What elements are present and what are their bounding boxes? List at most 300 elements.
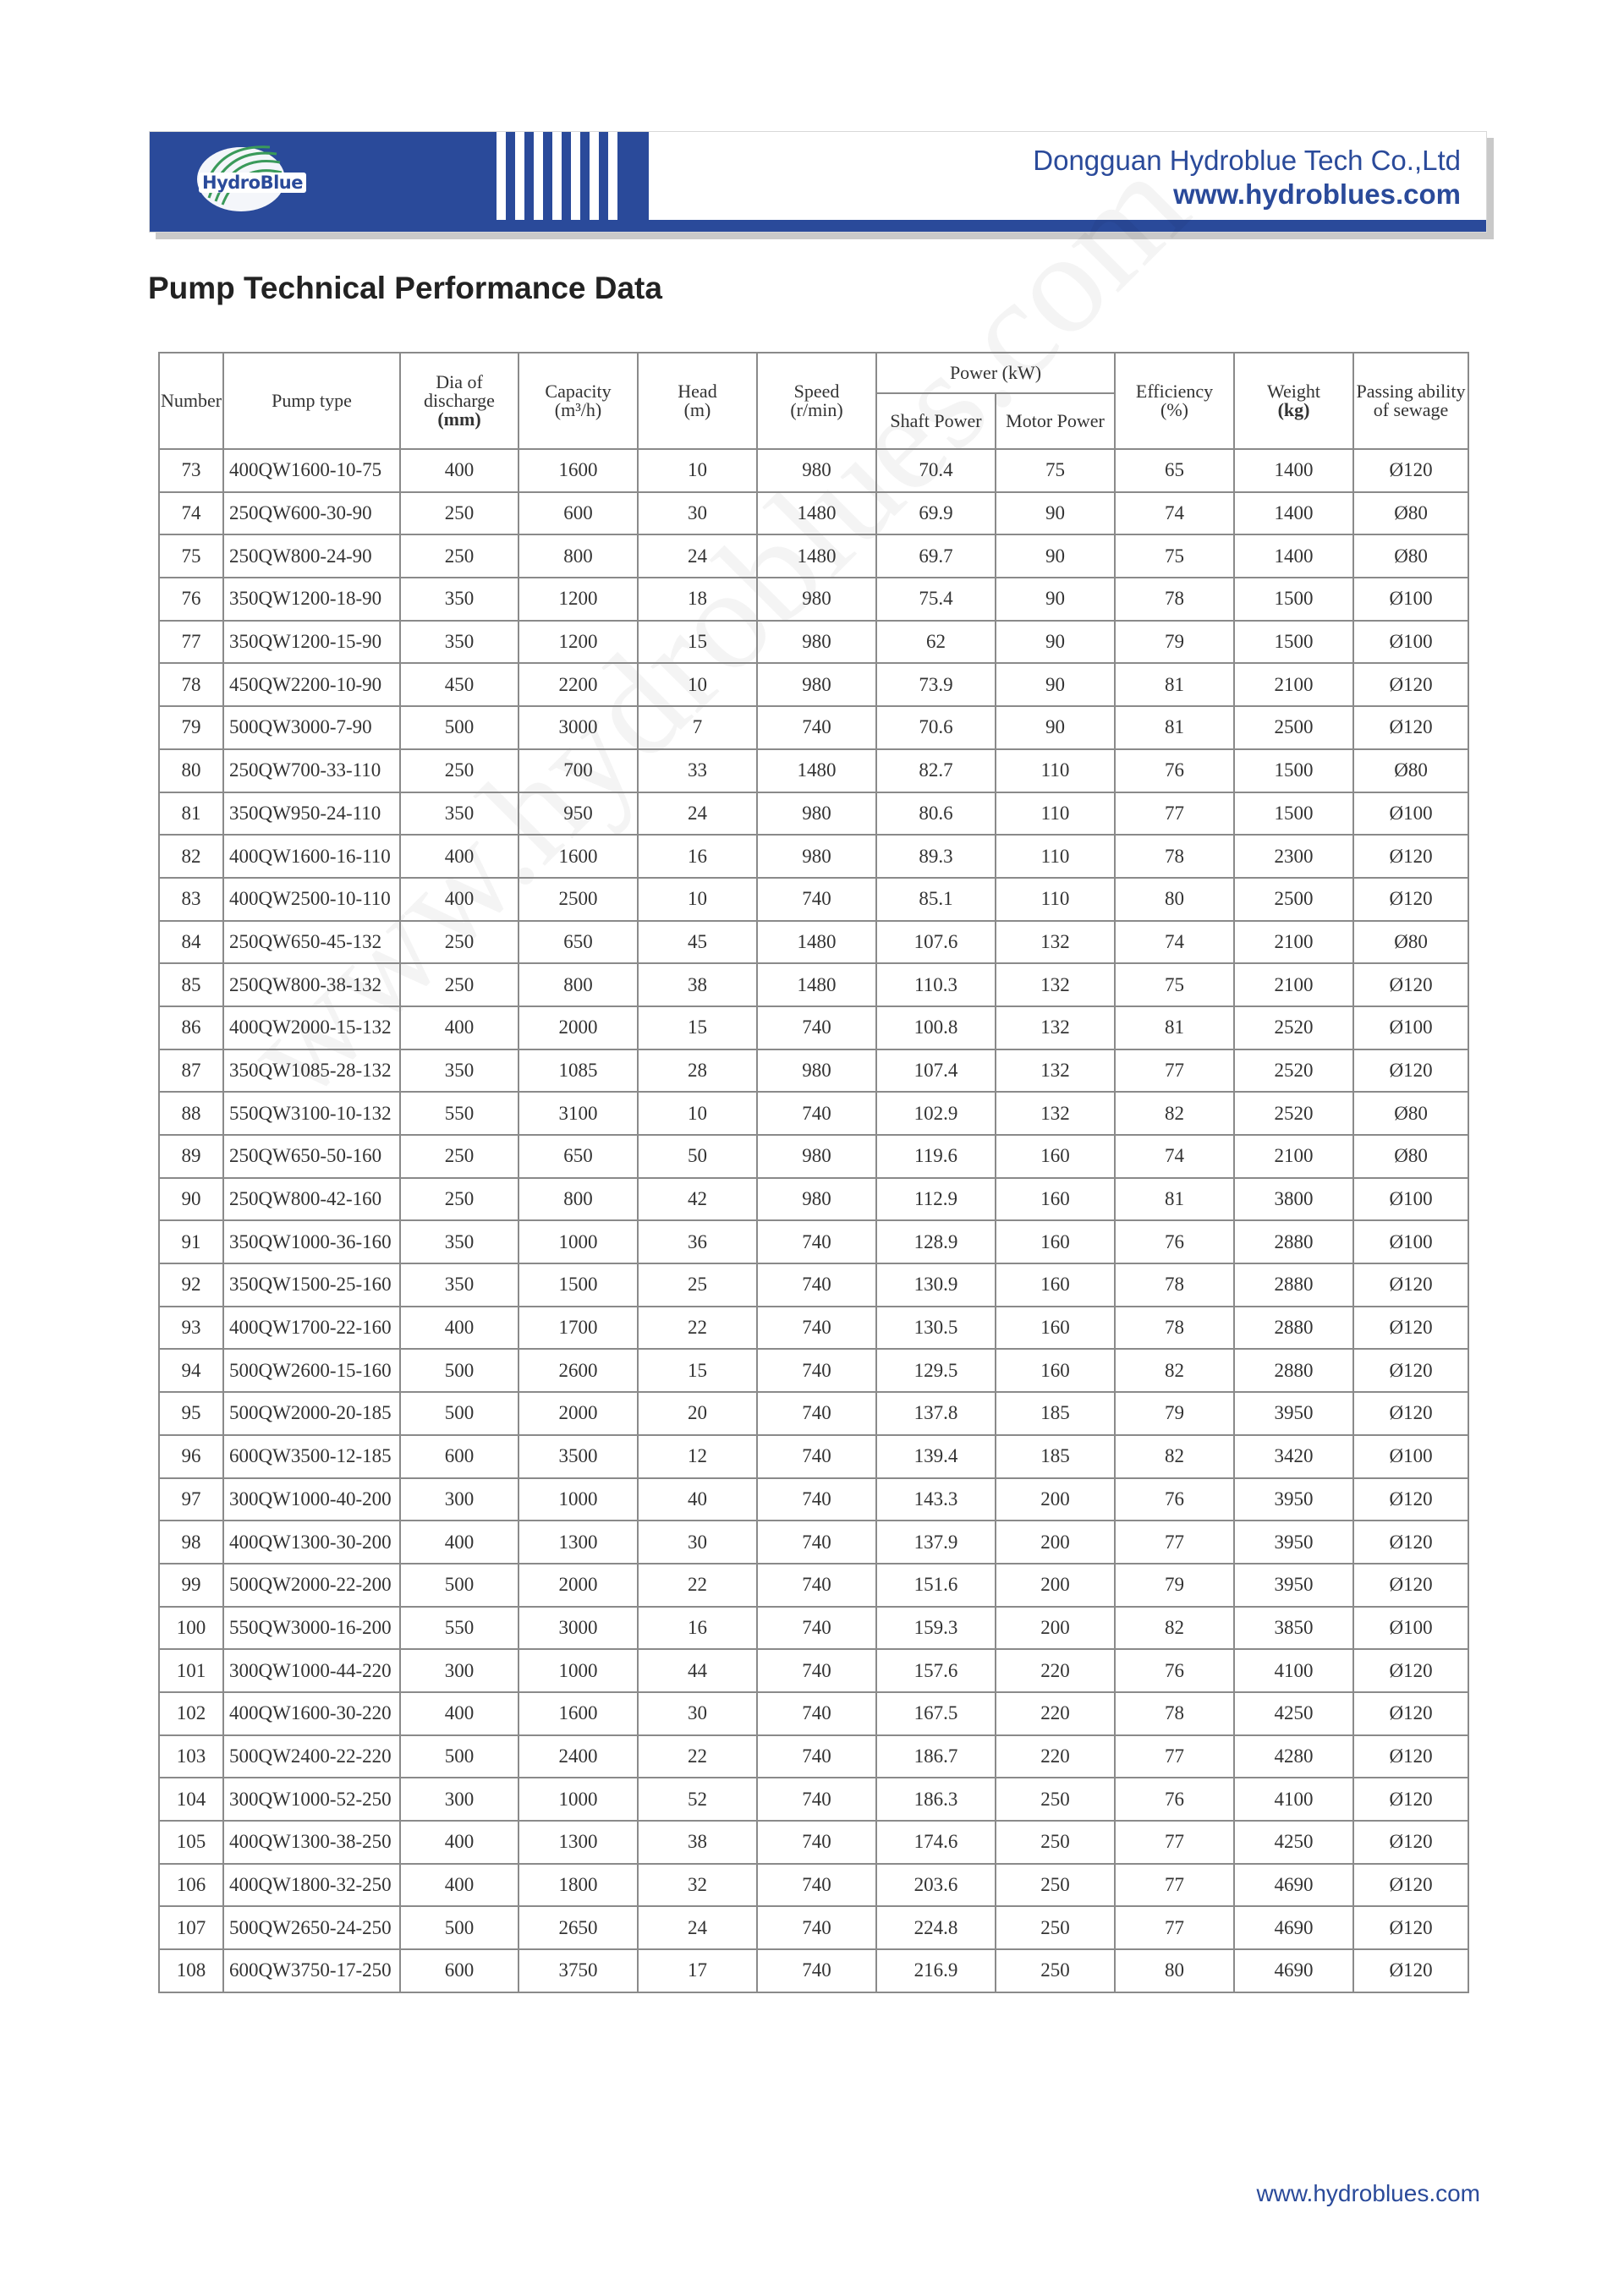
cell-pump-type: 400QW1600-30-220 (223, 1692, 400, 1735)
col-pump-type-label: Pump type (272, 390, 352, 411)
col-motor-power-header (996, 393, 1115, 449)
cell-number: 86 (159, 1006, 223, 1049)
table-row (159, 1263, 1468, 1307)
cell-capacity: 1000 (518, 1220, 638, 1263)
cell-pump-type: 350QW1000-36-160 (223, 1220, 400, 1263)
cell-passing: Ø80 (1353, 1135, 1468, 1178)
cell-shaft-power: 100.8 (876, 1006, 996, 1049)
cell-efficiency: 77 (1115, 1521, 1234, 1564)
cell-shaft-power: 128.9 (876, 1220, 996, 1263)
cell-efficiency: 74 (1115, 492, 1234, 535)
cell-speed: 740 (757, 1949, 876, 1992)
cell-number: 108 (159, 1949, 223, 1992)
cell-head: 15 (638, 621, 757, 664)
cell-capacity: 1000 (518, 1778, 638, 1821)
cell-motor-power: 185 (996, 1392, 1115, 1435)
cell-pump-type: 400QW1300-38-250 (223, 1821, 400, 1864)
cell-passing: Ø120 (1353, 1649, 1468, 1692)
cell-efficiency: 74 (1115, 921, 1234, 964)
cell-head: 30 (638, 1692, 757, 1735)
cell-weight: 4690 (1234, 1864, 1353, 1907)
cell-motor-power: 132 (996, 963, 1115, 1006)
cell-shaft-power: 186.7 (876, 1735, 996, 1778)
cell-weight: 3850 (1234, 1607, 1353, 1650)
col-dia-unit: (mm) (437, 408, 481, 430)
cell-speed: 740 (757, 1864, 876, 1907)
cell-number: 100 (159, 1607, 223, 1650)
cell-head: 24 (638, 792, 757, 836)
cell-number: 74 (159, 492, 223, 535)
col-head-unit: (m) (683, 399, 711, 420)
cell-capacity: 3000 (518, 706, 638, 749)
cell-motor-power: 220 (996, 1735, 1115, 1778)
cell-efficiency: 65 (1115, 449, 1234, 492)
cell-passing: Ø120 (1353, 1564, 1468, 1607)
cell-motor-power: 110 (996, 792, 1115, 836)
cell-capacity: 1800 (518, 1864, 638, 1907)
cell-head: 52 (638, 1778, 757, 1821)
cell-pump-type: 550QW3100-10-132 (223, 1092, 400, 1135)
cell-speed: 740 (757, 1821, 876, 1864)
col-speed-unit: (r/min) (790, 399, 843, 420)
banner-stripe (515, 132, 524, 222)
table-row (159, 1949, 1468, 1992)
cell-passing: Ø100 (1353, 1435, 1468, 1478)
cell-pump-type: 350QW1085-28-132 (223, 1049, 400, 1093)
cell-capacity: 1200 (518, 578, 638, 621)
cell-weight: 2520 (1234, 1049, 1353, 1093)
cell-shaft-power: 110.3 (876, 963, 996, 1006)
cell-shaft-power: 186.3 (876, 1778, 996, 1821)
company-name: Dongguan Hydroblue Tech Co.,Ltd (1033, 145, 1461, 176)
cell-shaft-power: 107.4 (876, 1049, 996, 1093)
cell-weight: 1500 (1234, 749, 1353, 792)
banner-stripe (590, 132, 599, 222)
cell-efficiency: 81 (1115, 706, 1234, 749)
cell-passing: Ø80 (1353, 492, 1468, 535)
cell-capacity: 2650 (518, 1906, 638, 1949)
cell-shaft-power: 70.6 (876, 706, 996, 749)
cell-number: 82 (159, 835, 223, 878)
cell-efficiency: 76 (1115, 1478, 1234, 1521)
cell-shaft-power: 62 (876, 621, 996, 664)
table-row (159, 792, 1468, 836)
cell-speed: 740 (757, 1263, 876, 1307)
cell-passing: Ø120 (1353, 1263, 1468, 1307)
cell-efficiency: 76 (1115, 749, 1234, 792)
cell-dia: 600 (400, 1949, 518, 1992)
cell-motor-power: 250 (996, 1864, 1115, 1907)
cell-dia: 350 (400, 621, 518, 664)
table-row (159, 921, 1468, 964)
cell-capacity: 2000 (518, 1564, 638, 1607)
cell-number: 73 (159, 449, 223, 492)
cell-shaft-power: 80.6 (876, 792, 996, 836)
cell-weight: 1500 (1234, 621, 1353, 664)
cell-shaft-power: 75.4 (876, 578, 996, 621)
table-row (159, 1435, 1468, 1478)
cell-head: 40 (638, 1478, 757, 1521)
cell-speed: 980 (757, 1049, 876, 1093)
cell-dia: 300 (400, 1778, 518, 1821)
cell-passing: Ø120 (1353, 878, 1468, 921)
cell-number: 84 (159, 921, 223, 964)
cell-speed: 740 (757, 1392, 876, 1435)
company-url-link[interactable]: www.hydroblues.com (1173, 178, 1461, 210)
cell-dia: 450 (400, 663, 518, 706)
cell-number: 107 (159, 1906, 223, 1949)
cell-head: 10 (638, 878, 757, 921)
cell-efficiency: 78 (1115, 578, 1234, 621)
cell-shaft-power: 130.5 (876, 1307, 996, 1350)
cell-efficiency: 77 (1115, 1864, 1234, 1907)
cell-motor-power: 160 (996, 1178, 1115, 1221)
cell-head: 38 (638, 963, 757, 1006)
cell-passing: Ø80 (1353, 1092, 1468, 1135)
footer-url-link[interactable]: www.hydroblues.com (1256, 2180, 1480, 2206)
cell-head: 10 (638, 449, 757, 492)
cell-shaft-power: 102.9 (876, 1092, 996, 1135)
cell-speed: 980 (757, 1135, 876, 1178)
cell-weight: 1400 (1234, 449, 1353, 492)
cell-weight: 4690 (1234, 1906, 1353, 1949)
cell-dia: 500 (400, 1349, 518, 1392)
cell-shaft-power: 157.6 (876, 1649, 996, 1692)
cell-speed: 1480 (757, 534, 876, 578)
cell-motor-power: 90 (996, 621, 1115, 664)
cell-head: 24 (638, 534, 757, 578)
cell-efficiency: 81 (1115, 1006, 1234, 1049)
company-block (1033, 144, 1461, 211)
cell-pump-type: 500QW2650-24-250 (223, 1906, 400, 1949)
cell-pump-type: 600QW3500-12-185 (223, 1435, 400, 1478)
cell-number: 106 (159, 1864, 223, 1907)
table-row (159, 835, 1468, 878)
cell-pump-type: 500QW2000-20-185 (223, 1392, 400, 1435)
cell-shaft-power: 137.9 (876, 1521, 996, 1564)
cell-motor-power: 200 (996, 1478, 1115, 1521)
cell-shaft-power: 216.9 (876, 1949, 996, 1992)
cell-weight: 4100 (1234, 1778, 1353, 1821)
cell-pump-type: 500QW3000-7-90 (223, 706, 400, 749)
cell-capacity: 1000 (518, 1649, 638, 1692)
cell-head: 18 (638, 578, 757, 621)
cell-weight: 3950 (1234, 1564, 1353, 1607)
cell-shaft-power: 159.3 (876, 1607, 996, 1650)
cell-passing: Ø120 (1353, 1307, 1468, 1350)
cell-weight: 3950 (1234, 1521, 1353, 1564)
cell-shaft-power: 69.7 (876, 534, 996, 578)
cell-pump-type: 250QW800-42-160 (223, 1178, 400, 1221)
col-number-header (159, 353, 223, 449)
cell-dia: 350 (400, 1049, 518, 1093)
cell-passing: Ø100 (1353, 1607, 1468, 1650)
cell-passing: Ø120 (1353, 1735, 1468, 1778)
banner-stripe (571, 132, 580, 222)
cell-capacity: 950 (518, 792, 638, 836)
cell-number: 90 (159, 1178, 223, 1221)
cell-weight: 4280 (1234, 1735, 1353, 1778)
cell-pump-type: 400QW2500-10-110 (223, 878, 400, 921)
cell-head: 22 (638, 1735, 757, 1778)
table-row (159, 1607, 1468, 1650)
cell-number: 81 (159, 792, 223, 836)
cell-pump-type: 250QW800-24-90 (223, 534, 400, 578)
cell-speed: 980 (757, 449, 876, 492)
cell-motor-power: 110 (996, 749, 1115, 792)
table-row (159, 1307, 1468, 1350)
col-weight-unit: (kg) (1277, 399, 1310, 420)
cell-passing: Ø120 (1353, 1906, 1468, 1949)
cell-efficiency: 82 (1115, 1607, 1234, 1650)
cell-number: 85 (159, 963, 223, 1006)
cell-dia: 500 (400, 1735, 518, 1778)
cell-number: 76 (159, 578, 223, 621)
cell-dia: 500 (400, 706, 518, 749)
cell-number: 96 (159, 1435, 223, 1478)
banner-stripe (534, 132, 543, 222)
banner-brand-panel (150, 132, 649, 222)
table-row (159, 749, 1468, 792)
cell-shaft-power: 143.3 (876, 1478, 996, 1521)
cell-head: 16 (638, 1607, 757, 1650)
cell-efficiency: 79 (1115, 1564, 1234, 1607)
cell-number: 89 (159, 1135, 223, 1178)
cell-shaft-power: 85.1 (876, 878, 996, 921)
cell-speed: 740 (757, 1778, 876, 1821)
performance-table (158, 352, 1469, 1993)
cell-capacity: 1000 (518, 1478, 638, 1521)
table-row (159, 1006, 1468, 1049)
cell-pump-type: 300QW1000-40-200 (223, 1478, 400, 1521)
cell-capacity: 1200 (518, 621, 638, 664)
cell-passing: Ø120 (1353, 1521, 1468, 1564)
col-passing-label-1: Passing ability (1356, 381, 1466, 402)
cell-capacity: 700 (518, 749, 638, 792)
cell-dia: 350 (400, 578, 518, 621)
cell-motor-power: 220 (996, 1649, 1115, 1692)
cell-speed: 980 (757, 1178, 876, 1221)
table-row (159, 1220, 1468, 1263)
cell-number: 102 (159, 1692, 223, 1735)
cell-motor-power: 90 (996, 534, 1115, 578)
cell-speed: 740 (757, 706, 876, 749)
col-capacity-label: Capacity (545, 381, 612, 402)
cell-efficiency: 74 (1115, 1135, 1234, 1178)
col-number-label: Number (160, 390, 222, 411)
table-row (159, 621, 1468, 664)
cell-efficiency: 80 (1115, 878, 1234, 921)
table-row (159, 1692, 1468, 1735)
cell-number: 99 (159, 1564, 223, 1607)
cell-passing: Ø100 (1353, 1006, 1468, 1049)
col-pump-type-header (223, 353, 400, 449)
cell-passing: Ø120 (1353, 1392, 1468, 1435)
cell-motor-power: 90 (996, 578, 1115, 621)
cell-weight: 2880 (1234, 1220, 1353, 1263)
cell-weight: 4250 (1234, 1692, 1353, 1735)
col-shaft-power-label: Shaft Power (890, 410, 982, 431)
col-speed-header (757, 353, 876, 449)
cell-passing: Ø80 (1353, 749, 1468, 792)
banner-stripe (552, 132, 562, 222)
cell-head: 22 (638, 1307, 757, 1350)
cell-motor-power: 250 (996, 1906, 1115, 1949)
cell-passing: Ø120 (1353, 1692, 1468, 1735)
col-weight-label: Weight (1267, 381, 1321, 402)
cell-head: 22 (638, 1564, 757, 1607)
cell-head: 20 (638, 1392, 757, 1435)
cell-head: 32 (638, 1864, 757, 1907)
cell-number: 92 (159, 1263, 223, 1307)
cell-head: 42 (638, 1178, 757, 1221)
cell-speed: 980 (757, 621, 876, 664)
table-row (159, 1478, 1468, 1521)
cell-head: 12 (638, 1435, 757, 1478)
cell-weight: 2100 (1234, 663, 1353, 706)
cell-efficiency: 82 (1115, 1092, 1234, 1135)
cell-speed: 740 (757, 1092, 876, 1135)
cell-number: 88 (159, 1092, 223, 1135)
col-dia-label-1: Dia of (436, 371, 483, 392)
cell-shaft-power: 89.3 (876, 835, 996, 878)
cell-motor-power: 90 (996, 663, 1115, 706)
cell-pump-type: 250QW650-50-160 (223, 1135, 400, 1178)
col-power-group-header (876, 353, 1115, 393)
cell-shaft-power: 167.5 (876, 1692, 996, 1735)
table-row (159, 1864, 1468, 1907)
cell-shaft-power: 82.7 (876, 749, 996, 792)
cell-passing: Ø120 (1353, 449, 1468, 492)
cell-motor-power: 220 (996, 1692, 1115, 1735)
cell-capacity: 1600 (518, 449, 638, 492)
cell-number: 98 (159, 1521, 223, 1564)
cell-number: 80 (159, 749, 223, 792)
cell-weight: 3420 (1234, 1435, 1353, 1478)
cell-capacity: 3100 (518, 1092, 638, 1135)
cell-pump-type: 350QW1500-25-160 (223, 1263, 400, 1307)
cell-dia: 400 (400, 1864, 518, 1907)
cell-pump-type: 400QW2000-15-132 (223, 1006, 400, 1049)
cell-number: 83 (159, 878, 223, 921)
cell-passing: Ø100 (1353, 1220, 1468, 1263)
cell-capacity: 1300 (518, 1521, 638, 1564)
cell-weight: 2880 (1234, 1307, 1353, 1350)
banner-stripe (608, 132, 617, 222)
cell-shaft-power: 130.9 (876, 1263, 996, 1307)
cell-passing: Ø120 (1353, 706, 1468, 749)
cell-passing: Ø100 (1353, 1178, 1468, 1221)
col-passing-header (1353, 353, 1468, 449)
cell-number: 94 (159, 1349, 223, 1392)
col-passing-label-2: of sewage (1373, 399, 1449, 420)
cell-motor-power: 160 (996, 1307, 1115, 1350)
col-shaft-power-header (876, 393, 996, 449)
cell-head: 25 (638, 1263, 757, 1307)
cell-dia: 250 (400, 749, 518, 792)
cell-weight: 2880 (1234, 1349, 1353, 1392)
cell-pump-type: 300QW1000-52-250 (223, 1778, 400, 1821)
cell-passing: Ø120 (1353, 1949, 1468, 1992)
table-row (159, 1349, 1468, 1392)
cell-speed: 740 (757, 1607, 876, 1650)
cell-weight: 2100 (1234, 963, 1353, 1006)
cell-shaft-power: 69.9 (876, 492, 996, 535)
cell-motor-power: 75 (996, 449, 1115, 492)
cell-passing: Ø120 (1353, 1821, 1468, 1864)
header-banner (149, 131, 1487, 233)
cell-weight: 2880 (1234, 1263, 1353, 1307)
cell-dia: 400 (400, 1821, 518, 1864)
cell-passing: Ø120 (1353, 963, 1468, 1006)
cell-shaft-power: 174.6 (876, 1821, 996, 1864)
cell-capacity: 1500 (518, 1263, 638, 1307)
cell-speed: 1480 (757, 963, 876, 1006)
cell-pump-type: 250QW600-30-90 (223, 492, 400, 535)
cell-passing: Ø100 (1353, 578, 1468, 621)
cell-dia: 400 (400, 1307, 518, 1350)
table-row (159, 1092, 1468, 1135)
col-dia-label-2: discharge (424, 390, 495, 411)
cell-capacity: 2400 (518, 1735, 638, 1778)
cell-efficiency: 78 (1115, 1692, 1234, 1735)
cell-shaft-power: 73.9 (876, 663, 996, 706)
cell-head: 30 (638, 1521, 757, 1564)
cell-pump-type: 250QW650-45-132 (223, 921, 400, 964)
cell-efficiency: 81 (1115, 1178, 1234, 1221)
cell-motor-power: 132 (996, 1049, 1115, 1093)
cell-capacity: 650 (518, 921, 638, 964)
cell-number: 104 (159, 1778, 223, 1821)
cell-capacity: 800 (518, 534, 638, 578)
cell-dia: 300 (400, 1649, 518, 1692)
cell-shaft-power: 203.6 (876, 1864, 996, 1907)
cell-passing: Ø100 (1353, 792, 1468, 836)
table-row (159, 578, 1468, 621)
cell-number: 101 (159, 1649, 223, 1692)
table-row (159, 663, 1468, 706)
cell-capacity: 800 (518, 1178, 638, 1221)
cell-dia: 250 (400, 963, 518, 1006)
cell-number: 97 (159, 1478, 223, 1521)
cell-pump-type: 400QW1600-10-75 (223, 449, 400, 492)
cell-speed: 740 (757, 1435, 876, 1478)
cell-dia: 250 (400, 1178, 518, 1221)
cell-weight: 3950 (1234, 1478, 1353, 1521)
cell-pump-type: 400QW1700-22-160 (223, 1307, 400, 1350)
cell-weight: 2500 (1234, 878, 1353, 921)
cell-pump-type: 250QW700-33-110 (223, 749, 400, 792)
cell-passing: Ø80 (1353, 921, 1468, 964)
table-row (159, 449, 1468, 492)
cell-shaft-power: 224.8 (876, 1906, 996, 1949)
table-row (159, 534, 1468, 578)
cell-dia: 500 (400, 1392, 518, 1435)
table-row (159, 706, 1468, 749)
cell-capacity: 1085 (518, 1049, 638, 1093)
cell-weight: 3800 (1234, 1178, 1353, 1221)
cell-speed: 980 (757, 578, 876, 621)
cell-efficiency: 77 (1115, 1735, 1234, 1778)
cell-speed: 740 (757, 1220, 876, 1263)
cell-efficiency: 77 (1115, 1821, 1234, 1864)
table-row (159, 1049, 1468, 1093)
cell-head: 30 (638, 492, 757, 535)
cell-capacity: 650 (518, 1135, 638, 1178)
cell-head: 10 (638, 1092, 757, 1135)
cell-head: 16 (638, 835, 757, 878)
cell-efficiency: 82 (1115, 1349, 1234, 1392)
